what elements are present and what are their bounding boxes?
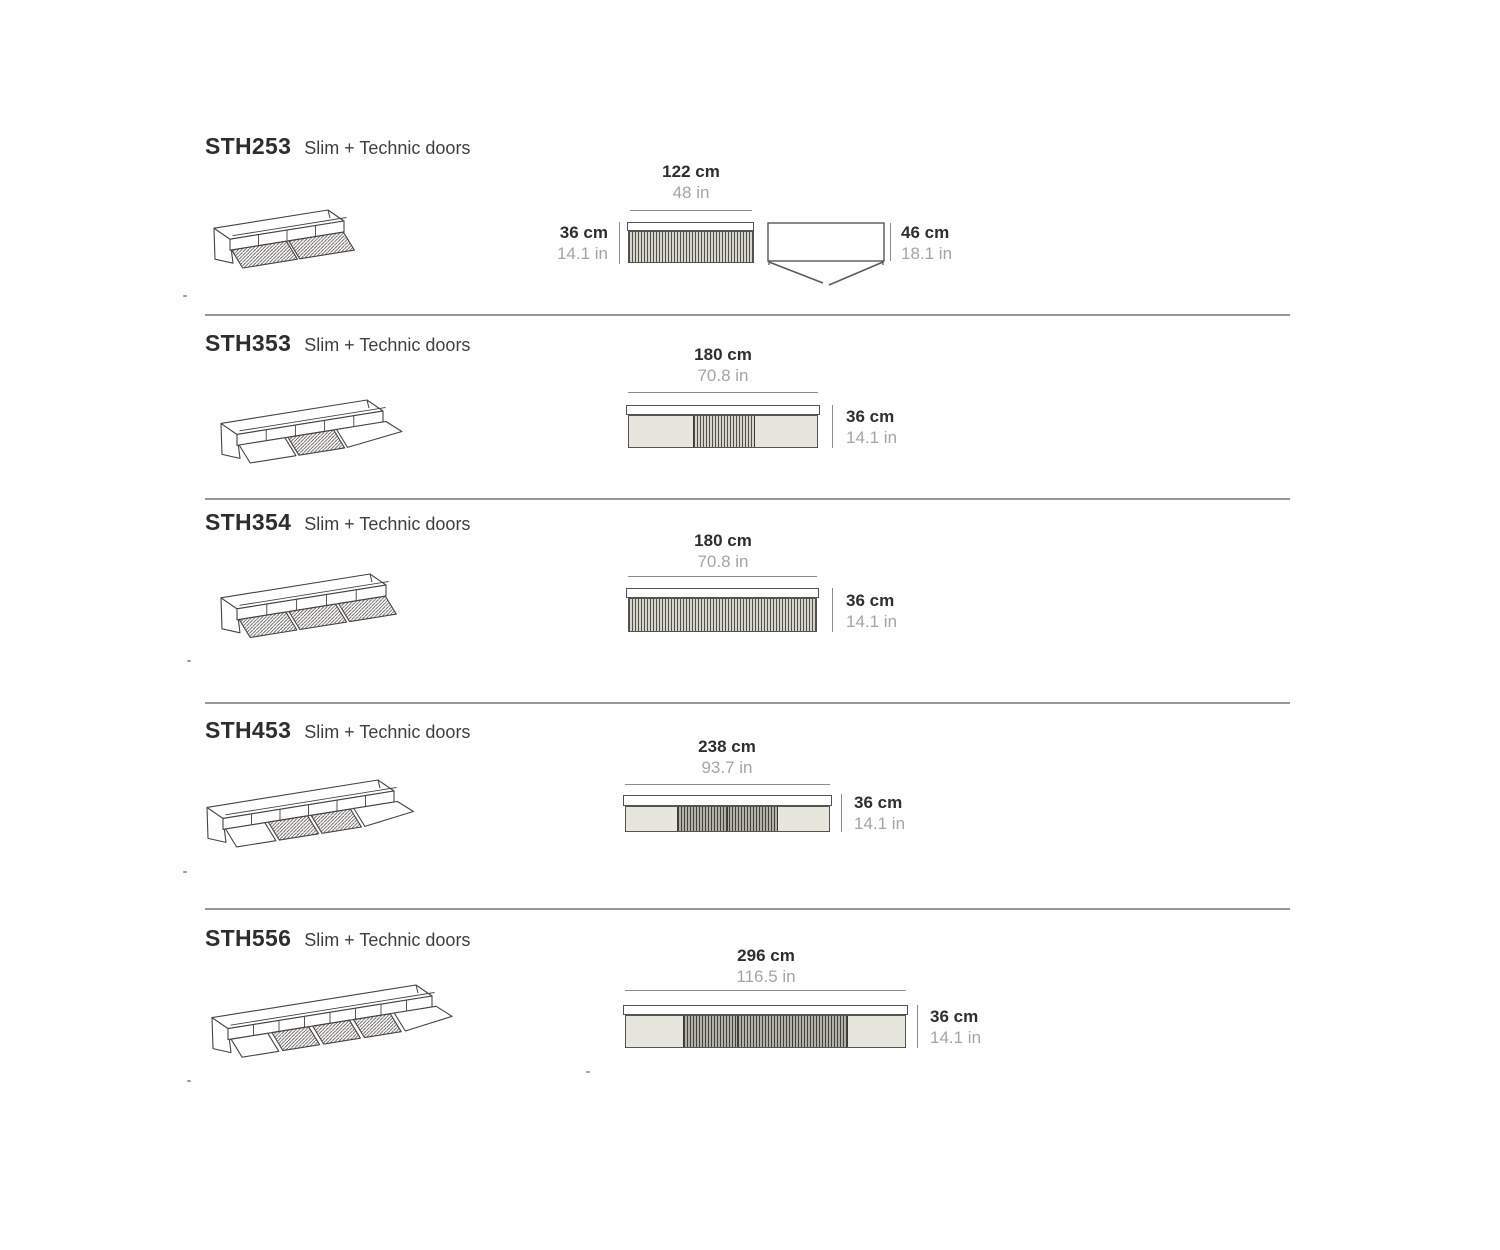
side-door-panel: [755, 416, 817, 447]
depth-cm: 46 cm: [901, 223, 950, 242]
width-in: 93.7 in: [701, 758, 753, 777]
side-door-panel: [629, 416, 693, 447]
height-dimension-label: [846, 590, 936, 632]
height-dimension-line: [619, 222, 620, 264]
height-in: 14.1 in: [846, 612, 898, 631]
width-dimension-line: [630, 210, 752, 211]
door-segment: [792, 1016, 847, 1047]
row-divider: [205, 498, 1290, 500]
product-code: STH556: [205, 925, 292, 951]
width-in: 70.8 in: [697, 552, 749, 571]
front-view-lid: [626, 405, 820, 415]
product-title: [205, 509, 470, 536]
product-code: STH353: [205, 330, 292, 356]
width-dimension-label: [657, 736, 797, 778]
door-segment: [678, 807, 727, 831]
width-dimension-label: [653, 530, 793, 572]
scan-artifact: [183, 295, 187, 297]
scan-artifact: [183, 871, 187, 873]
side-door-panel: [848, 1016, 905, 1047]
door-segment: [737, 1016, 792, 1047]
side-door-panel: [778, 807, 829, 831]
product-title: [205, 330, 470, 357]
isometric-drawing: [203, 973, 461, 1065]
front-view-lid: [626, 588, 819, 598]
height-cm: 36 cm: [846, 591, 895, 610]
product-subtitle: Slim + Technic doors: [304, 138, 471, 158]
width-cm: 296 cm: [737, 946, 795, 965]
width-dimension-line: [628, 392, 818, 393]
product-code: STH453: [205, 717, 292, 743]
front-view-body: [628, 598, 817, 632]
width-dimension-line: [628, 576, 817, 577]
isometric-drawing: [212, 388, 412, 468]
width-dimension-label: [653, 344, 793, 386]
front-view-body: [628, 231, 754, 263]
product-subtitle: Slim + Technic doors: [304, 335, 471, 355]
width-dimension-line: [625, 990, 906, 991]
scan-artifact: [187, 660, 191, 662]
front-view-lid: [623, 1005, 908, 1015]
striped-door-panel: [629, 599, 816, 631]
row-divider: [205, 702, 1290, 704]
depth-dimension-label: [901, 222, 991, 264]
front-view-body: [625, 1015, 906, 1048]
product-title: [205, 717, 470, 744]
row-divider: [205, 314, 1290, 316]
door-segment: [727, 807, 777, 831]
width-cm: 180 cm: [694, 345, 752, 364]
product-title: [205, 925, 470, 952]
front-view-lid: [623, 795, 832, 806]
width-cm: 180 cm: [694, 531, 752, 550]
depth-in: 18.1 in: [901, 244, 953, 263]
height-dimension-line: [832, 588, 833, 632]
width-in: 116.5 in: [736, 967, 796, 986]
height-in: 14.1 in: [930, 1028, 982, 1047]
width-cm: 238 cm: [698, 737, 756, 756]
front-view-body: [625, 806, 830, 832]
scan-artifact: [187, 1080, 191, 1082]
height-dimension-label: [930, 1006, 1020, 1048]
product-code: STH354: [205, 509, 292, 535]
product-code: STH253: [205, 133, 292, 159]
height-dimension-line: [917, 1005, 918, 1048]
product-title: [205, 133, 470, 160]
striped-door-panel: [677, 807, 779, 831]
front-view-body: [628, 415, 818, 448]
isometric-drawing: [205, 198, 355, 276]
isometric-drawing: [212, 562, 397, 644]
door-segment: [684, 1016, 738, 1047]
isometric-drawing: [198, 768, 423, 854]
scan-artifact: [586, 1071, 590, 1073]
front-view-lid: [627, 222, 754, 231]
height-dimension-line: [832, 405, 833, 448]
height-cm: 36 cm: [846, 407, 895, 426]
height-cm: 36 cm: [559, 223, 608, 242]
striped-door-panel: [693, 416, 755, 447]
depth-dimension-line: [890, 223, 891, 261]
height-in: 14.1 in: [846, 428, 898, 447]
row-divider: [205, 908, 1290, 910]
height-dimension-label: [846, 406, 936, 448]
height-dimension-label: [528, 222, 608, 264]
width-cm: 122 cm: [662, 162, 720, 181]
side-view-drawing: [755, 213, 915, 298]
height-dimension-label: [854, 792, 944, 834]
height-in: 14.1 in: [854, 814, 906, 833]
height-cm: 36 cm: [930, 1007, 979, 1026]
side-door-panel: [626, 807, 677, 831]
striped-door-panel: [683, 1016, 848, 1047]
height-cm: 36 cm: [854, 793, 903, 812]
product-subtitle: Slim + Technic doors: [304, 722, 471, 742]
side-door-panel: [626, 1016, 683, 1047]
width-dimension-label: [621, 161, 761, 203]
width-in: 70.8 in: [697, 366, 749, 385]
width-dimension-label: [696, 945, 836, 987]
height-in: 14.1 in: [556, 244, 608, 263]
striped-door-panel: [629, 232, 753, 262]
product-subtitle: Slim + Technic doors: [304, 930, 471, 950]
width-in: 48 in: [672, 183, 710, 202]
height-dimension-line: [841, 794, 842, 832]
product-subtitle: Slim + Technic doors: [304, 514, 471, 534]
width-dimension-line: [625, 784, 830, 785]
